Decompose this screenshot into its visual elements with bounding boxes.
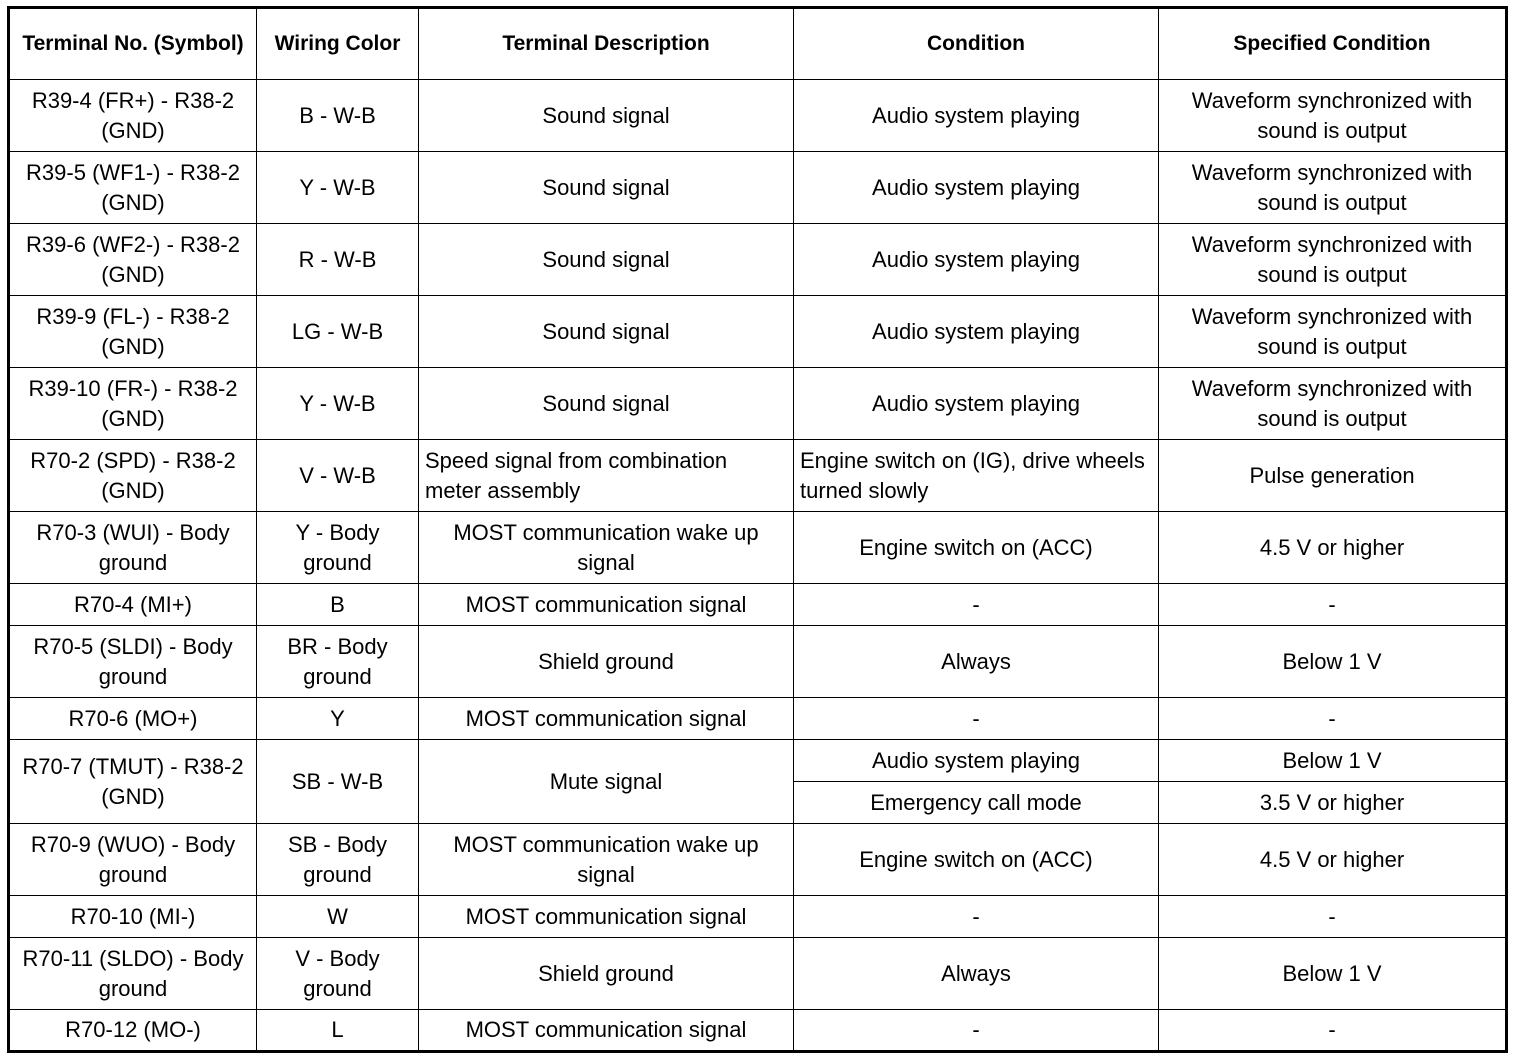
cell-terminal: R39-9 (FL-) - R38-2 (GND) xyxy=(9,296,257,368)
cell-condition: Audio system playing xyxy=(794,80,1159,152)
cell-wiring: B xyxy=(257,584,419,626)
cell-condition: Audio system playing xyxy=(794,224,1159,296)
cell-condition: Always xyxy=(794,626,1159,698)
table-row xyxy=(9,224,1507,296)
cell-terminal: R39-6 (WF2-) - R38-2 (GND) xyxy=(9,224,257,296)
table-row xyxy=(9,440,1507,512)
cell-terminal: R39-5 (WF1-) - R38-2 (GND) xyxy=(9,152,257,224)
cell-specified: Below 1 V xyxy=(1159,740,1507,782)
cell-wiring: Y - W-B xyxy=(257,368,419,440)
cell-condition: - xyxy=(794,698,1159,740)
cell-description: Shield ground xyxy=(419,938,794,1010)
cell-terminal: R70-2 (SPD) - R38-2 (GND) xyxy=(9,440,257,512)
cell-terminal: R70-12 (MO-) xyxy=(9,1010,257,1052)
table-row xyxy=(9,1010,1507,1052)
cell-description: Speed signal from combination meter assembly xyxy=(419,440,794,512)
cell-specified: 3.5 V or higher xyxy=(1159,782,1507,824)
cell-condition: Emergency call mode xyxy=(794,782,1159,824)
cell-specified: - xyxy=(1159,698,1507,740)
cell-condition: Engine switch on (ACC) xyxy=(794,512,1159,584)
cell-wiring: V - W-B xyxy=(257,440,419,512)
cell-description: Sound signal xyxy=(419,80,794,152)
cell-terminal: R70-5 (SLDI) - Body ground xyxy=(9,626,257,698)
cell-description: Shield ground xyxy=(419,626,794,698)
terminal-table xyxy=(7,6,1508,1053)
table-row xyxy=(9,698,1507,740)
cell-description: Sound signal xyxy=(419,368,794,440)
table-row xyxy=(9,152,1507,224)
cell-condition: Audio system playing xyxy=(794,152,1159,224)
table-row xyxy=(9,296,1507,368)
table-row xyxy=(9,938,1507,1010)
cell-specified: Waveform synchronized with sound is output xyxy=(1159,80,1507,152)
cell-condition: - xyxy=(794,896,1159,938)
cell-description: MOST communication signal xyxy=(419,698,794,740)
cell-terminal: R70-10 (MI-) xyxy=(9,896,257,938)
cell-wiring: Y - W-B xyxy=(257,152,419,224)
cell-wiring: SB - W-B xyxy=(257,740,419,824)
cell-wiring: LG - W-B xyxy=(257,296,419,368)
cell-wiring: R - W-B xyxy=(257,224,419,296)
cell-condition: Engine switch on (ACC) xyxy=(794,824,1159,896)
table-row xyxy=(9,740,1507,782)
cell-condition: Audio system playing xyxy=(794,296,1159,368)
cell-terminal: R70-9 (WUO) - Body ground xyxy=(9,824,257,896)
cell-condition: Audio system playing xyxy=(794,368,1159,440)
terminal-table-container xyxy=(7,6,1508,1053)
cell-wiring: V - Body ground xyxy=(257,938,419,1010)
header-wiring-color: Wiring Color xyxy=(257,8,419,80)
cell-specified: - xyxy=(1159,1010,1507,1052)
cell-specified: - xyxy=(1159,584,1507,626)
cell-description: MOST communication wake up signal xyxy=(419,824,794,896)
cell-specified: Waveform synchronized with sound is output xyxy=(1159,224,1507,296)
cell-specified: Waveform synchronized with sound is output xyxy=(1159,296,1507,368)
cell-wiring: BR - Body ground xyxy=(257,626,419,698)
cell-specified: Waveform synchronized with sound is output xyxy=(1159,368,1507,440)
cell-specified: Below 1 V xyxy=(1159,938,1507,1010)
cell-condition: - xyxy=(794,1010,1159,1052)
table-row xyxy=(9,626,1507,698)
cell-terminal: R39-10 (FR-) - R38-2 (GND) xyxy=(9,368,257,440)
table-row xyxy=(9,80,1507,152)
cell-terminal: R39-4 (FR+) - R38-2 (GND) xyxy=(9,80,257,152)
cell-description: Sound signal xyxy=(419,152,794,224)
cell-specified: - xyxy=(1159,896,1507,938)
cell-wiring: B - W-B xyxy=(257,80,419,152)
cell-wiring: L xyxy=(257,1010,419,1052)
cell-description: Mute signal xyxy=(419,740,794,824)
cell-wiring: Y xyxy=(257,698,419,740)
cell-description: MOST communication signal xyxy=(419,584,794,626)
cell-wiring: Y - Body ground xyxy=(257,512,419,584)
cell-specified: 4.5 V or higher xyxy=(1159,512,1507,584)
table-row xyxy=(9,368,1507,440)
cell-terminal: R70-6 (MO+) xyxy=(9,698,257,740)
header-terminal: Terminal No. (Symbol) xyxy=(9,8,257,80)
cell-terminal: R70-4 (MI+) xyxy=(9,584,257,626)
table-row xyxy=(9,512,1507,584)
table-row xyxy=(9,824,1507,896)
header-terminal-description: Terminal Description xyxy=(419,8,794,80)
header-condition: Condition xyxy=(794,8,1159,80)
cell-terminal: R70-7 (TMUT) - R38-2 (GND) xyxy=(9,740,257,824)
cell-condition: Always xyxy=(794,938,1159,1010)
cell-specified: Below 1 V xyxy=(1159,626,1507,698)
cell-description: MOST communication signal xyxy=(419,896,794,938)
cell-specified: Pulse generation xyxy=(1159,440,1507,512)
cell-wiring: SB - Body ground xyxy=(257,824,419,896)
cell-condition: Engine switch on (IG), drive wheels turned slowly xyxy=(794,440,1159,512)
cell-wiring: W xyxy=(257,896,419,938)
cell-specified: Waveform synchronized with sound is output xyxy=(1159,152,1507,224)
cell-specified: 4.5 V or higher xyxy=(1159,824,1507,896)
header-specified-condition: Specified Condition xyxy=(1159,8,1507,80)
table-row xyxy=(9,896,1507,938)
cell-description: MOST communication wake up signal xyxy=(419,512,794,584)
cell-description: Sound signal xyxy=(419,224,794,296)
cell-condition: Audio system playing xyxy=(794,740,1159,782)
cell-terminal: R70-11 (SLDO) - Body ground xyxy=(9,938,257,1010)
cell-description: Sound signal xyxy=(419,296,794,368)
cell-condition: - xyxy=(794,584,1159,626)
table-row xyxy=(9,584,1507,626)
cell-terminal: R70-3 (WUI) - Body ground xyxy=(9,512,257,584)
table-header-row xyxy=(9,8,1507,80)
cell-description: MOST communication signal xyxy=(419,1010,794,1052)
